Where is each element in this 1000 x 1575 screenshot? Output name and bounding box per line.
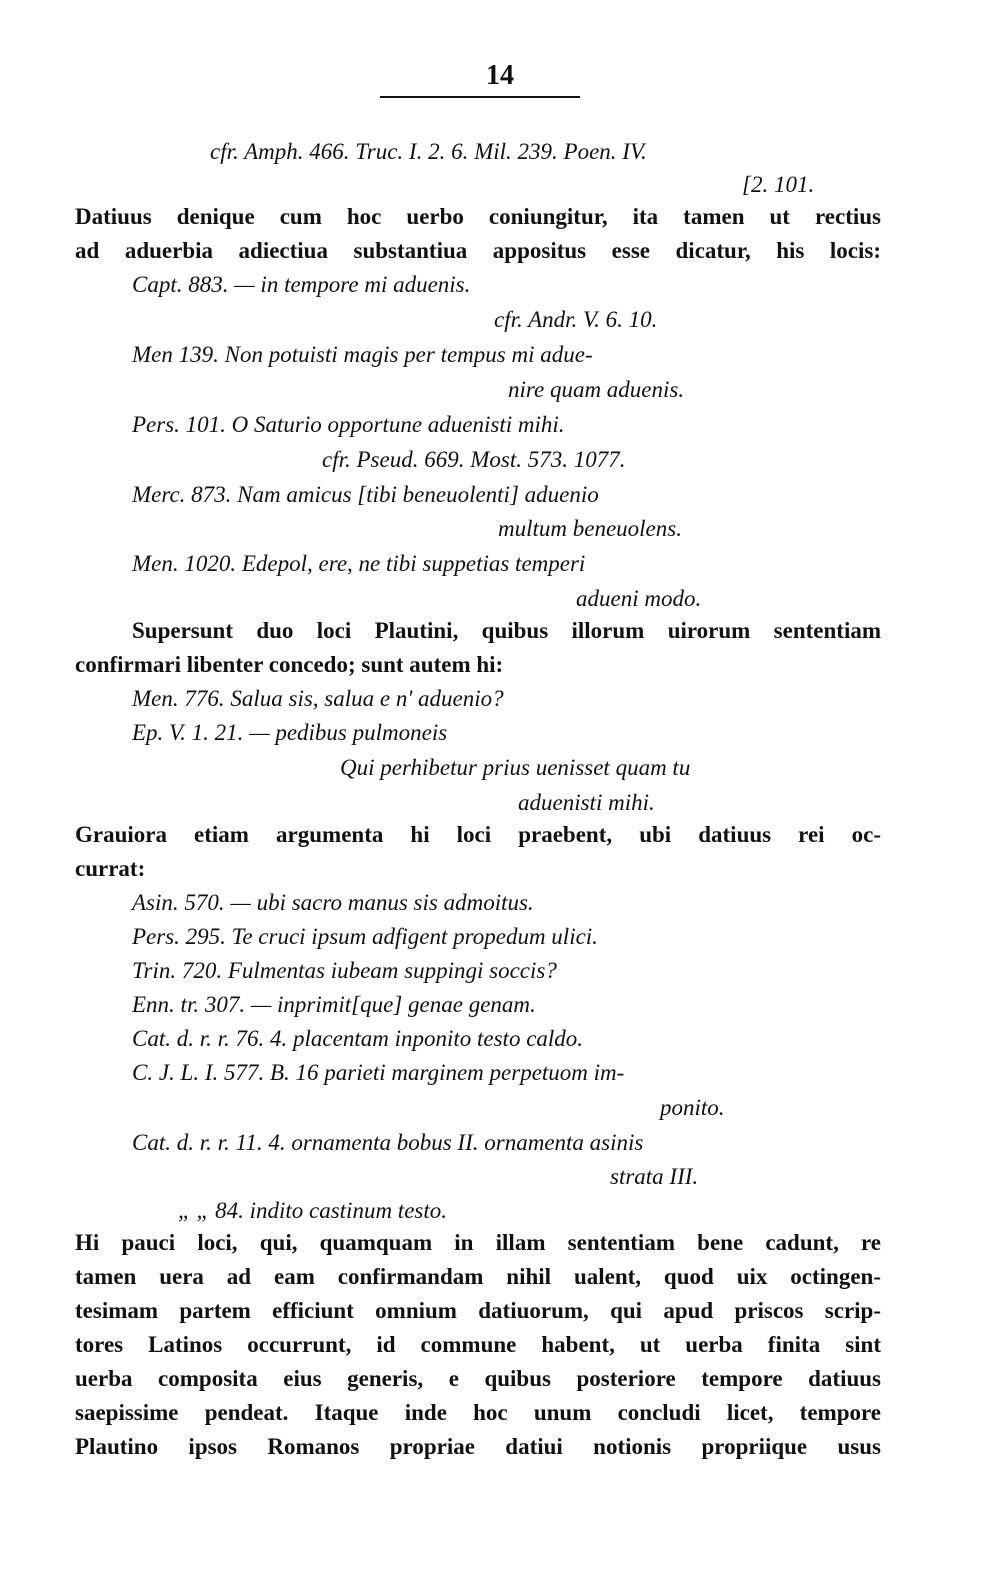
text-line: Supersunt duo loci Plautini, quibus illorum uirorum sententiam xyxy=(132,618,881,643)
text-line: nire quam aduenis. xyxy=(508,377,685,402)
text-line: „ „ 84. indito castinum testo. xyxy=(178,1198,447,1223)
text-line: cfr. Andr. V. 6. 10. xyxy=(494,307,658,332)
text-line: Grauiora etiam argumenta hi loci praebent, ubi datiuus rei oc- xyxy=(75,822,881,847)
text-line: Cat. d. r. r. 76. 4. placentam inponito testo caldo. xyxy=(132,1026,584,1051)
text-line: strata III. xyxy=(610,1164,699,1189)
text-line: cfr. Pseud. 669. Most. 573. 1077. xyxy=(322,447,626,472)
text-line: Qui perhibetur prius uenisset quam tu xyxy=(340,755,691,780)
text-line: Men. 1020. Edepol, ere, ne tibi suppetias temperi xyxy=(132,551,586,576)
text-line: Plautino ipsos Romanos propriae datiui notionis propriique usus xyxy=(75,1434,881,1459)
text-line: Men 139. Non potuisti magis per tempus mi aduе- xyxy=(132,342,593,367)
text-line: Capt. 883. — in tempore mi aduenis. xyxy=(132,272,471,297)
text-line: multum beneuolens. xyxy=(498,516,682,541)
page-number: 14 xyxy=(486,60,514,91)
text-line: tores Latinos occurrunt, id commune habent, ut uerba finita sint xyxy=(75,1332,881,1357)
header-rule xyxy=(380,96,580,98)
text-line: Cat. d. r. r. 11. 4. ornamenta bobus II. ornamenta asinis xyxy=(132,1130,644,1155)
text-line: [2. 101. xyxy=(742,172,815,197)
text-line: ad aduerbia adiectiua substantiua appositus esse dicatur, his locis: xyxy=(75,238,881,263)
text-line: adueni modo. xyxy=(576,586,702,611)
text-line: tesimam partem efficiunt omnium datiuorum, qui apud priscos scrip- xyxy=(75,1298,881,1323)
text-line: tamen uera ad eam confirmandam nihil ualent, quod uix octingen- xyxy=(75,1264,881,1289)
text-line: ponito. xyxy=(660,1095,725,1120)
text-line: Pers. 295. Te cruci ipsum adfigent propedum ulici. xyxy=(132,924,598,949)
text-line: aduenisti mihi. xyxy=(518,790,655,815)
text-line: Ep. V. 1. 21. — pedibus pulmoneis xyxy=(132,720,448,745)
text-line: Enn. tr. 307. — inprimit[que] genae genam. xyxy=(132,992,536,1017)
text-line: Hi pauci loci, qui, quamquam in illam sententiam bene cadunt, re xyxy=(75,1230,881,1255)
text-line: C. J. L. I. 577. B. 16 parieti marginem perpetuom im- xyxy=(132,1060,625,1085)
text-line: Men. 776. Salua sis, salua e n' aduenio? xyxy=(132,686,504,711)
text-line: currat: xyxy=(75,856,146,881)
text-line: Pers. 101. O Saturio opportune aduenisti mihi. xyxy=(132,412,565,437)
text-line: confirmari libenter concedo; sunt autem hi: xyxy=(75,652,504,677)
text-line: Asin. 570. — ubi sacro manus sis admoitus. xyxy=(132,890,534,915)
text-line: cfr. Amph. 466. Truc. I. 2. 6. Mil. 239. Poen. IV. xyxy=(210,139,647,164)
text-line: uerba composita eius generis, e quibus posteriore tempore datiuus xyxy=(75,1366,881,1391)
text-line: Datiuus denique cum hoc uerbo coniungitur, ita tamen ut rectius xyxy=(75,204,881,229)
text-line: Trin. 720. Fulmentas iubeam suppingi soccis? xyxy=(132,958,557,983)
text-line: saepissime pendeat. Itaque inde hoc unum concludi licet, tempore xyxy=(75,1400,881,1425)
text-line: Merc. 873. Nam amicus [tibi beneuolenti] aduenio xyxy=(132,482,599,507)
